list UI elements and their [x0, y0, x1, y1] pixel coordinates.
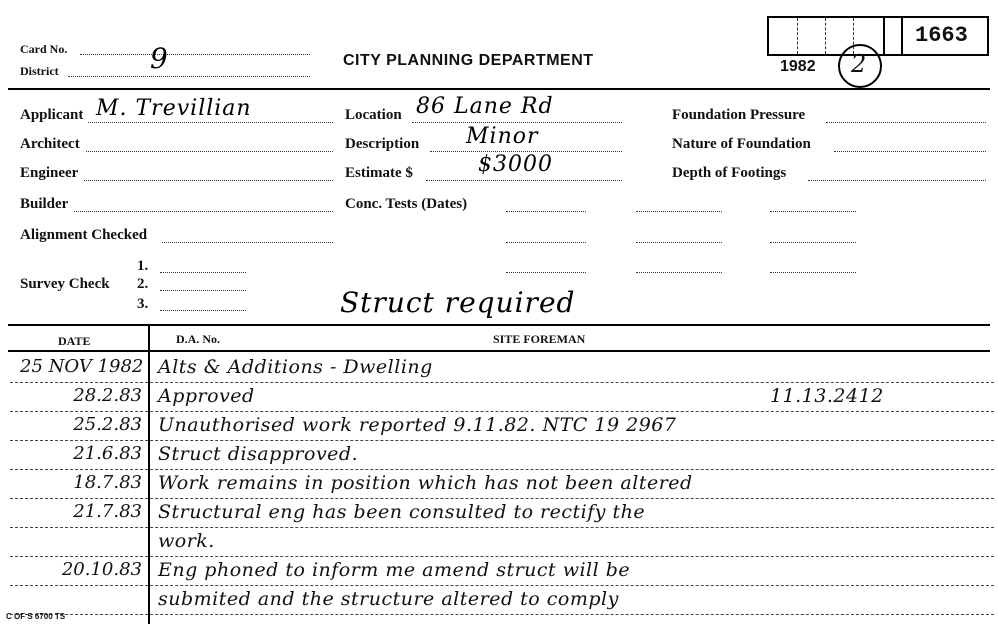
- survey-1-line: [160, 272, 246, 273]
- conc-line-4: [506, 242, 586, 243]
- location-value: 86 Lane Rd: [416, 94, 554, 119]
- conc-line-6: [770, 242, 856, 243]
- survey-3: 3.: [137, 296, 149, 312]
- survey-2: 2.: [137, 276, 149, 292]
- conc-line-2: [636, 211, 722, 212]
- date-col-divider: [148, 324, 150, 624]
- row-extra: 11.13.2412: [770, 385, 884, 407]
- row-rule: [10, 556, 994, 557]
- row-text: Alts & Additions - Dwelling: [158, 356, 433, 378]
- conc-line-7: [506, 272, 586, 273]
- header-rule: [8, 350, 990, 352]
- card-no-line: [80, 54, 310, 55]
- conc-tests-label: Conc. Tests (Dates): [345, 196, 468, 212]
- card-number: 1663: [915, 23, 968, 48]
- conc-line-8: [636, 272, 722, 273]
- site-foreman-header: SITE FOREMAN: [493, 332, 586, 346]
- nature-foundation-line: [834, 151, 986, 152]
- row-date: 20.10.83: [61, 559, 142, 580]
- year-mark: 2: [851, 50, 867, 78]
- year: 1982: [780, 58, 816, 75]
- row-text: work.: [158, 530, 215, 552]
- foundation-pressure-label: Foundation Pressure: [672, 107, 806, 123]
- depth-footings-label: Depth of Footings: [672, 165, 787, 181]
- survey-3-line: [160, 310, 246, 311]
- row-text: Approved: [158, 385, 255, 407]
- row-rule: [10, 498, 994, 499]
- conc-line-3: [770, 211, 856, 212]
- builder-label: Builder: [20, 196, 69, 212]
- foundation-pressure-line: [826, 122, 986, 123]
- page-title: CITY PLANNING DEPARTMENT: [343, 52, 594, 69]
- year-mark-circle: [838, 44, 882, 88]
- survey-1: 1.: [137, 258, 149, 274]
- row-rule: [10, 614, 994, 615]
- row-rule: [10, 411, 994, 412]
- applicant-line: [88, 122, 333, 123]
- row-text: Unauthorised work reported 9.11.82. NTC 19 2967: [158, 414, 677, 436]
- district-line: [68, 76, 310, 77]
- description-value: Minor: [466, 124, 539, 149]
- row-rule: [10, 527, 994, 528]
- nature-foundation-label: Nature of Foundation: [672, 136, 811, 152]
- estimate-line: [426, 180, 622, 181]
- description-label: Description: [345, 136, 420, 152]
- location-line: [412, 122, 622, 123]
- number-boxes: [767, 16, 989, 56]
- estimate-value: $3000: [478, 152, 553, 177]
- conc-line-1: [506, 211, 586, 212]
- depth-footings-line: [808, 180, 986, 181]
- row-date: 25.2.83: [73, 414, 142, 435]
- da-header: D.A. No.: [176, 332, 220, 346]
- date-header: DATE: [58, 334, 91, 348]
- conc-line-9: [770, 272, 856, 273]
- architect-label: Architect: [20, 136, 80, 152]
- row-text: Struct disapproved.: [158, 443, 359, 465]
- survey-2-line: [160, 290, 246, 291]
- row-text: Work remains in position which has not been altered: [158, 472, 693, 494]
- row-date: 21.7.83: [73, 501, 142, 522]
- district-label: District: [20, 64, 59, 78]
- row-date: 18.7.83: [73, 472, 142, 493]
- row-date: 28.2.83: [73, 385, 142, 406]
- footer-code: C OF S 6700 TS: [6, 612, 66, 621]
- struct-required-note: Struct required: [340, 286, 576, 319]
- row-date: 21.6.83: [73, 443, 142, 464]
- engineer-label: Engineer: [20, 165, 79, 181]
- row-rule: [10, 382, 994, 383]
- row-text: Structural eng has been consulted to rectify the: [158, 501, 646, 523]
- card-no-label: Card No.: [20, 42, 68, 56]
- row-text: Eng phoned to inform me amend struct will be: [158, 559, 631, 581]
- architect-line: [86, 151, 333, 152]
- survey-label: Survey Check: [20, 276, 110, 292]
- table-top-rule: [8, 324, 990, 326]
- alignment-line: [162, 242, 333, 243]
- alignment-label: Alignment Checked: [20, 227, 148, 243]
- estimate-label: Estimate $: [345, 165, 413, 181]
- applicant-label: Applicant: [20, 107, 84, 123]
- location-label: Location: [345, 107, 402, 123]
- card-no-value: 9: [150, 42, 169, 75]
- row-text: submited and the structure altered to comply: [158, 588, 619, 610]
- row-rule: [10, 440, 994, 441]
- builder-line: [74, 211, 333, 212]
- row-rule: [10, 585, 994, 586]
- applicant-value: M. Trevillian: [96, 96, 252, 121]
- top-rule: [8, 88, 990, 90]
- row-date: 25 NOV 1982: [20, 356, 144, 377]
- conc-line-5: [636, 242, 722, 243]
- engineer-line: [84, 180, 333, 181]
- row-rule: [10, 469, 994, 470]
